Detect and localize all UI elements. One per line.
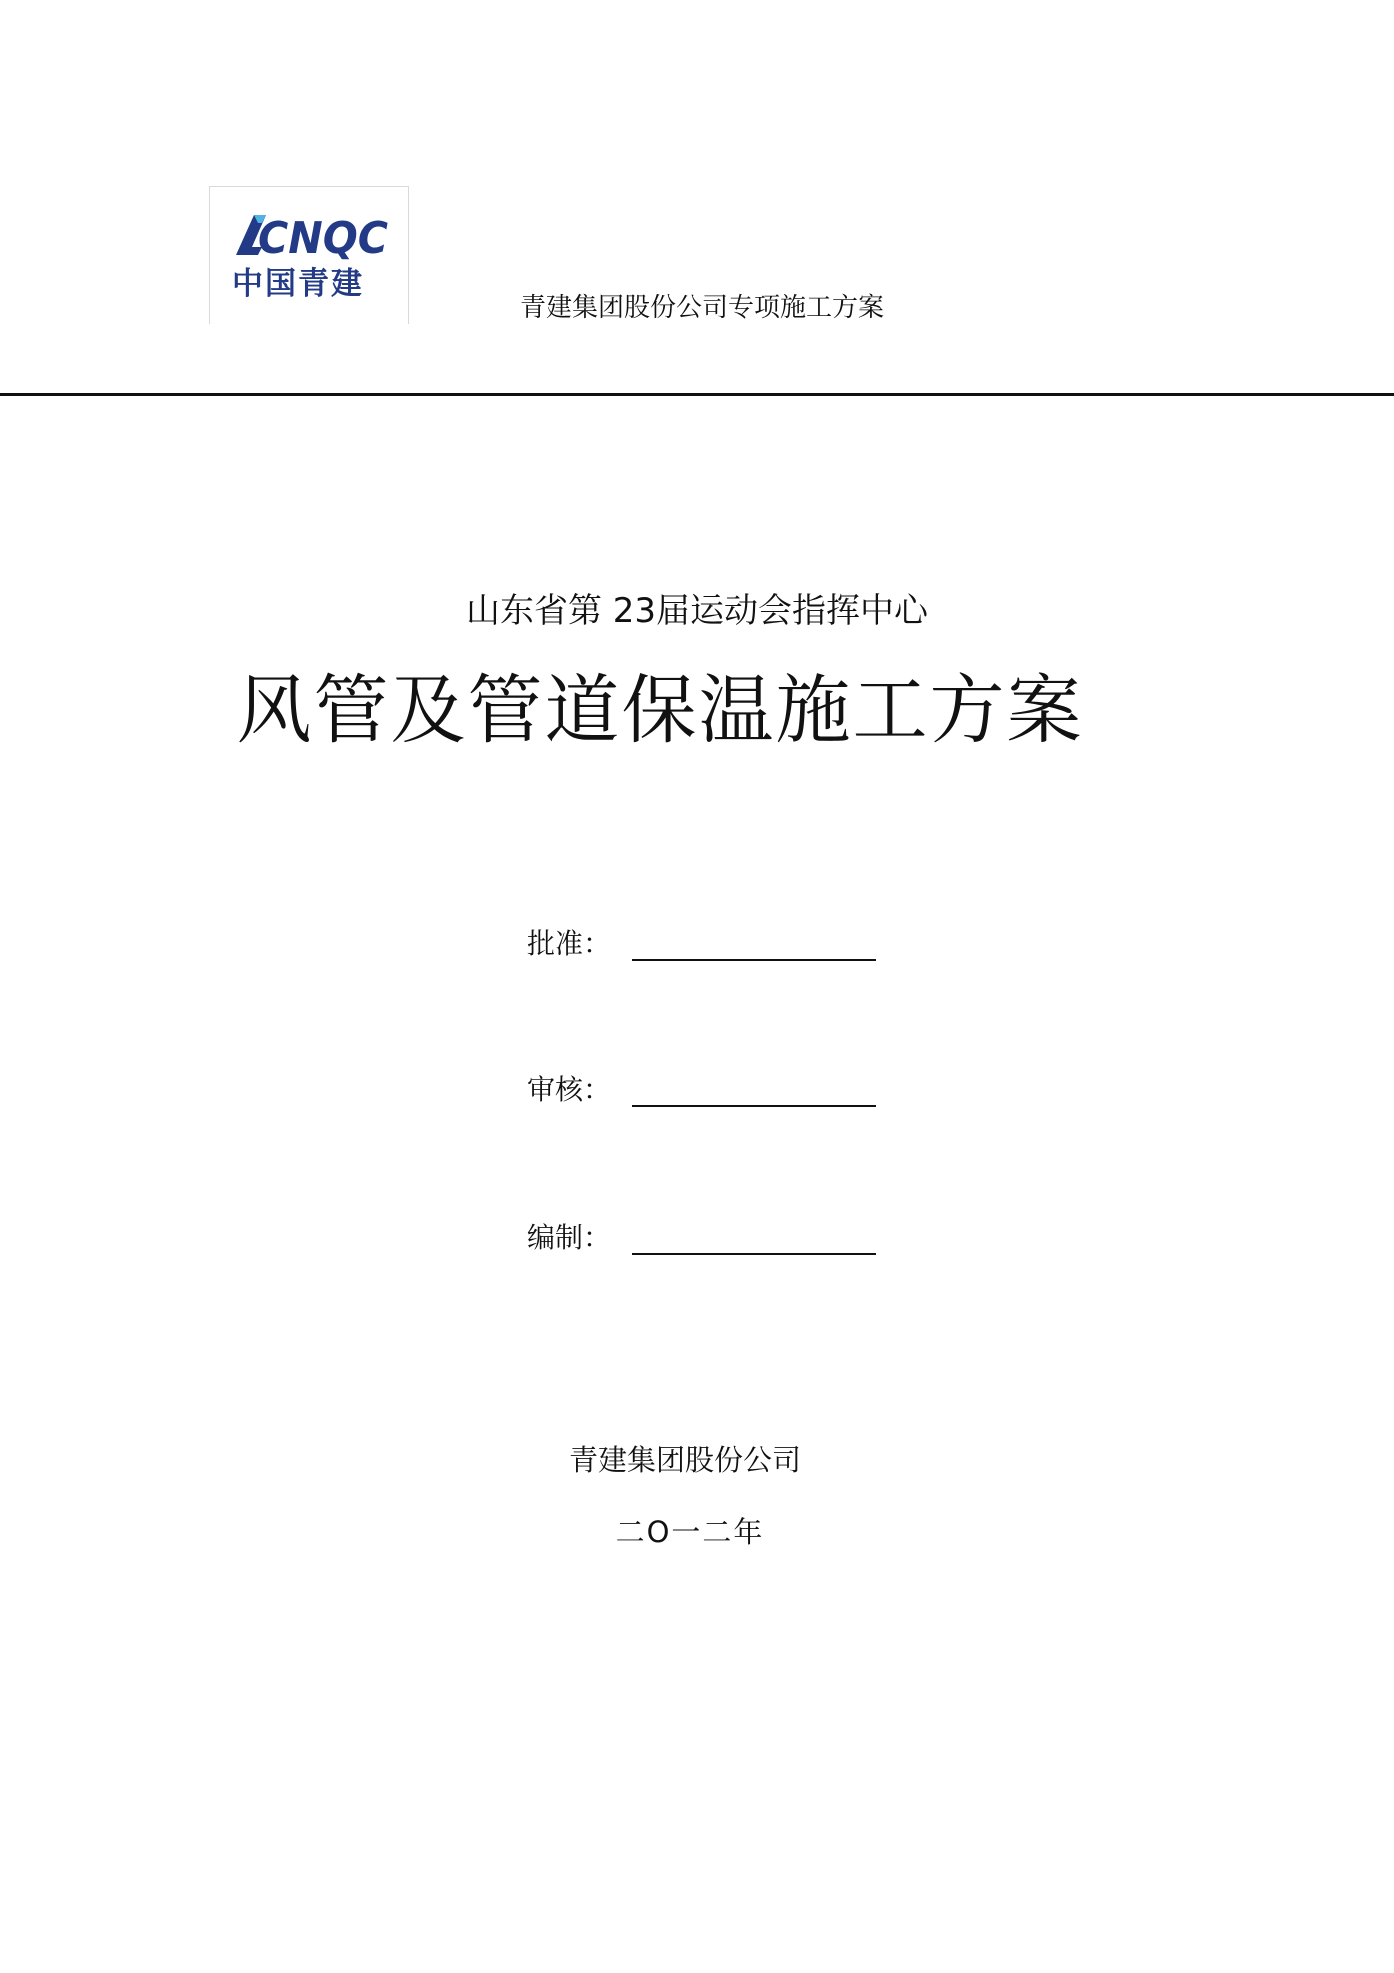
signature-label: 编制： (527, 1221, 612, 1254)
logo-chinese-name: 中国青建 (232, 266, 364, 302)
header-title: 青建集团股份公司专项施工方案 (520, 293, 885, 323)
signature-line (632, 1253, 876, 1255)
signature-line (632, 959, 876, 961)
signature-line (632, 1105, 876, 1107)
cnqc-logo-icon (232, 209, 392, 261)
header-divider (0, 393, 1394, 396)
logo-letters: CNQC (258, 213, 388, 261)
project-subtitle: 山东省第 23届运动会指挥中心 (465, 591, 929, 631)
signature-label: 批准： (527, 927, 612, 960)
footer-year: 二O一二年 (615, 1515, 765, 1549)
signature-label: 审核： (527, 1073, 612, 1106)
footer-company: 青建集团股份公司 (568, 1443, 801, 1477)
company-logo (209, 186, 409, 324)
document-title: 风管及管道保温施工方案 (236, 666, 1084, 754)
